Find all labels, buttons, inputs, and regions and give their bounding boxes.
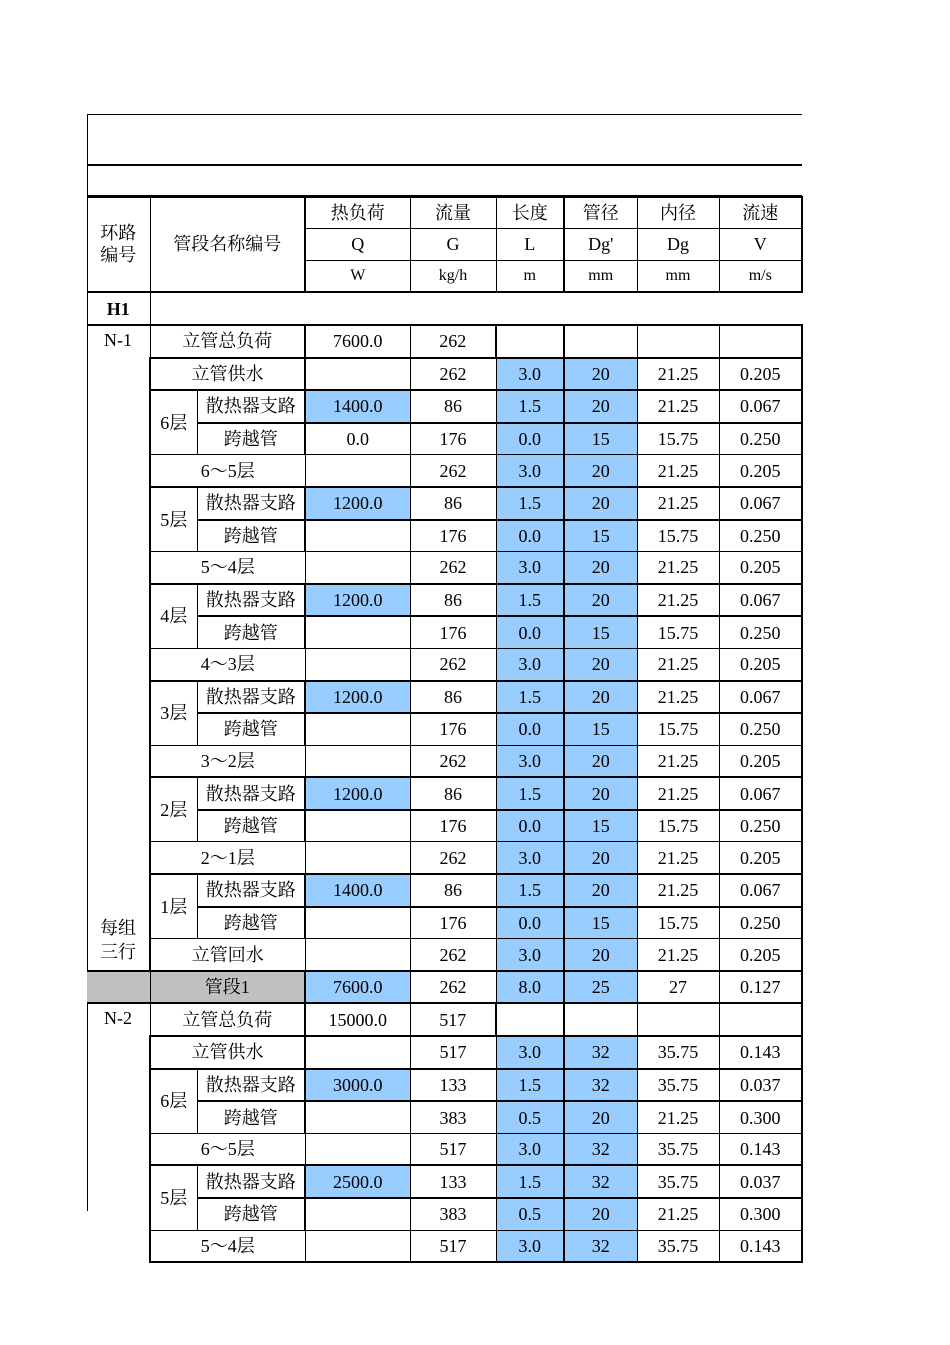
cell-velocity: 0.067 <box>719 874 802 907</box>
hydraulic-calc-table <box>87 114 802 1256</box>
table-title <box>87 114 802 165</box>
cell-velocity: 0.205 <box>719 552 802 584</box>
supply-row <box>87 1036 802 1069</box>
loop-id-cell <box>87 325 150 971</box>
cell-dg-nominal: 20 <box>564 487 637 520</box>
cell-l: 0.0 <box>496 810 564 842</box>
cell-g: 517 <box>410 1230 496 1262</box>
floor-label: 5层 <box>150 487 197 552</box>
floor-label: 4层 <box>150 584 197 649</box>
cell-dg-nominal: 20 <box>564 842 637 874</box>
cell-l: 3.0 <box>496 745 564 777</box>
cell-g: 86 <box>410 681 496 714</box>
cell-dg-inner: 21.25 <box>637 842 719 874</box>
cell-dg-inner <box>637 1003 719 1036</box>
cell-l: 3.0 <box>496 939 564 971</box>
cell-l: 1.5 <box>496 681 564 714</box>
cell-g: 262 <box>410 745 496 777</box>
cell-q <box>305 455 410 487</box>
cell-q <box>305 939 410 971</box>
cell-dg-inner: 21.25 <box>637 648 719 680</box>
header-col-symbol: L <box>496 229 564 261</box>
cell-l: 3.0 <box>496 455 564 487</box>
supply-row <box>87 358 802 391</box>
loop-total-row <box>87 325 802 358</box>
cell-l: 0.0 <box>496 713 564 745</box>
cell-velocity <box>719 325 802 358</box>
cell-dg-inner: 21.25 <box>637 390 719 423</box>
cell-dg-nominal: 20 <box>564 1101 637 1133</box>
section-label: H1 <box>87 292 150 325</box>
cell-dg-nominal <box>564 325 637 358</box>
header-col-unit: m/s <box>719 260 802 292</box>
cell-g: 86 <box>410 487 496 520</box>
cell-q <box>305 745 410 777</box>
cell-dg-inner: 21.25 <box>637 777 719 810</box>
cell-dg-inner: 15.75 <box>637 423 719 455</box>
title-row <box>87 114 802 165</box>
header-col-symbol: G <box>410 229 496 261</box>
segment-id-cell <box>87 971 150 1004</box>
section-row <box>87 292 802 325</box>
cell-g: 262 <box>410 939 496 971</box>
row-label: 5～4层 <box>150 552 305 584</box>
header-col-symbol: Dg' <box>564 229 637 261</box>
cell-g: 176 <box>410 520 496 552</box>
cell-l: 0.0 <box>496 520 564 552</box>
cell-dg-inner: 21.25 <box>637 745 719 777</box>
cell-dg-inner: 15.75 <box>637 810 719 842</box>
cell-dg-inner: 35.75 <box>637 1165 719 1198</box>
row-label: 立管总负荷 <box>150 1003 305 1036</box>
cell-velocity: 0.143 <box>719 1230 802 1262</box>
cell-velocity <box>719 1003 802 1036</box>
cell-dg-nominal: 20 <box>564 681 637 714</box>
floor-label: 1层 <box>150 874 197 939</box>
cell-velocity: 0.300 <box>719 1198 802 1230</box>
header-segment: 管段名称编号 <box>150 197 305 293</box>
row-label: 5～4层 <box>150 1230 305 1262</box>
floor-label: 5层 <box>150 1165 197 1230</box>
cell-g: 133 <box>410 1165 496 1198</box>
header-col-unit: W <box>305 260 410 292</box>
segment-label: 管段1 <box>150 971 305 1004</box>
cell-velocity: 0.205 <box>719 939 802 971</box>
cell-dg-inner: 21.25 <box>637 681 719 714</box>
cell-g: 176 <box>410 616 496 648</box>
row-label: 立管总负荷 <box>150 325 305 358</box>
cell-dg-nominal: 20 <box>564 939 637 971</box>
cell-g: 262 <box>410 552 496 584</box>
header-col-symbol: Dg <box>637 229 719 261</box>
header-col-name: 内径 <box>637 197 719 229</box>
cell-q <box>305 616 410 648</box>
row-label: 跨越管 <box>197 907 305 939</box>
row-label: 散热器支路 <box>197 777 305 810</box>
cell-g: 262 <box>410 971 496 1004</box>
cell-velocity: 0.250 <box>719 423 802 455</box>
cell-dg-nominal: 15 <box>564 520 637 552</box>
cell-l <box>496 1003 564 1036</box>
cell-velocity: 0.205 <box>719 842 802 874</box>
header-col-name: 热负荷 <box>305 197 410 229</box>
between-floor-row <box>87 745 802 777</box>
floor-branch-row <box>87 390 802 423</box>
cell-l: 1.5 <box>496 1069 564 1102</box>
cell-dg-nominal: 20 <box>564 552 637 584</box>
header-col-unit: mm <box>564 260 637 292</box>
header-col-name: 流量 <box>410 197 496 229</box>
cell-velocity: 0.250 <box>719 520 802 552</box>
cell-q <box>305 648 410 680</box>
cell-g: 383 <box>410 1198 496 1230</box>
cell-dg-nominal: 15 <box>564 907 637 939</box>
cell-dg-inner: 35.75 <box>637 1069 719 1102</box>
cell-l: 3.0 <box>496 1230 564 1262</box>
cell-l: 1.5 <box>496 1165 564 1198</box>
row-label: 3～2层 <box>150 745 305 777</box>
row-label: 跨越管 <box>197 1101 305 1133</box>
cell-q <box>305 842 410 874</box>
cell-dg-nominal: 32 <box>564 1230 637 1262</box>
cell-dg-nominal: 25 <box>564 971 637 1004</box>
cell-q: 1400.0 <box>305 874 410 907</box>
cell-q <box>305 1036 410 1069</box>
header-col-unit: kg/h <box>410 260 496 292</box>
header-col-name: 流速 <box>719 197 802 229</box>
row-label: 散热器支路 <box>197 681 305 714</box>
cell-velocity: 0.037 <box>719 1069 802 1102</box>
cell-q <box>305 907 410 939</box>
row-label: 散热器支路 <box>197 487 305 520</box>
cell-l: 1.5 <box>496 487 564 520</box>
return-row <box>87 939 802 971</box>
cell-q: 3000.0 <box>305 1069 410 1102</box>
loop-total-row <box>87 1003 802 1036</box>
row-label: 散热器支路 <box>197 584 305 617</box>
cell-l: 3.0 <box>496 842 564 874</box>
cell-l: 3.0 <box>496 552 564 584</box>
between-floor-row <box>87 455 802 487</box>
cell-velocity: 0.143 <box>719 1133 802 1165</box>
cell-velocity: 0.250 <box>719 810 802 842</box>
loop-id-cell <box>87 1003 150 1262</box>
row-label: 立管供水 <box>150 1036 305 1069</box>
table-subtitle <box>87 165 802 197</box>
cell-l: 0.0 <box>496 907 564 939</box>
cell-velocity: 0.067 <box>719 584 802 617</box>
header-loop: 环路 编号 <box>87 197 150 293</box>
cell-l: 1.5 <box>496 584 564 617</box>
row-label: 立管回水 <box>150 939 305 971</box>
cell-dg-nominal: 20 <box>564 1198 637 1230</box>
cell-q <box>305 1133 410 1165</box>
subtitle-row <box>87 165 802 197</box>
between-floor-row <box>87 648 802 680</box>
floor-branch-row <box>87 584 802 617</box>
cell-q <box>305 552 410 584</box>
cell-velocity: 0.067 <box>719 777 802 810</box>
between-floor-row <box>87 842 802 874</box>
cell-q: 15000.0 <box>305 1003 410 1036</box>
cell-dg-nominal: 32 <box>564 1165 637 1198</box>
cell-l: 1.5 <box>496 874 564 907</box>
cell-q <box>305 358 410 391</box>
cell-q <box>305 1198 410 1230</box>
cell-q <box>305 810 410 842</box>
cell-q: 7600.0 <box>305 971 410 1004</box>
row-label: 跨越管 <box>197 810 305 842</box>
cell-velocity: 0.067 <box>719 390 802 423</box>
cell-g: 176 <box>410 713 496 745</box>
floor-branch-row <box>87 874 802 907</box>
header-col-symbol: Q <box>305 229 410 261</box>
cell-l: 0.0 <box>496 616 564 648</box>
cell-dg-nominal: 20 <box>564 745 637 777</box>
header-col-name: 长度 <box>496 197 564 229</box>
header-col-unit: m <box>496 260 564 292</box>
between-floor-row <box>87 1133 802 1165</box>
cell-g: 517 <box>410 1036 496 1069</box>
cell-q <box>305 1101 410 1133</box>
between-floor-row <box>87 552 802 584</box>
cell-dg-inner: 35.75 <box>637 1036 719 1069</box>
floor-label: 6层 <box>150 390 197 455</box>
cell-l: 1.5 <box>496 390 564 423</box>
cell-dg-nominal: 15 <box>564 616 637 648</box>
cell-velocity: 0.250 <box>719 907 802 939</box>
cell-q: 7600.0 <box>305 325 410 358</box>
cell-g: 86 <box>410 584 496 617</box>
row-label: 跨越管 <box>197 616 305 648</box>
cell-dg-nominal: 20 <box>564 777 637 810</box>
row-label: 立管供水 <box>150 358 305 391</box>
cell-g: 176 <box>410 810 496 842</box>
loop-id: N-1 <box>104 329 132 350</box>
cell-dg-nominal: 20 <box>564 390 637 423</box>
cell-dg-inner: 21.25 <box>637 1198 719 1230</box>
row-label: 跨越管 <box>197 1198 305 1230</box>
cell-velocity: 0.205 <box>719 358 802 391</box>
cell-dg-inner: 21.25 <box>637 455 719 487</box>
header-col-symbol: V <box>719 229 802 261</box>
row-label: 散热器支路 <box>197 390 305 423</box>
cell-dg-inner: 21.25 <box>637 584 719 617</box>
cell-g: 517 <box>410 1133 496 1165</box>
floor-branch-row <box>87 681 802 714</box>
row-label: 跨越管 <box>197 520 305 552</box>
cell-velocity: 0.250 <box>719 713 802 745</box>
cell-q: 1200.0 <box>305 777 410 810</box>
header-col-name: 管径 <box>564 197 637 229</box>
cell-velocity: 0.037 <box>719 1165 802 1198</box>
loop-id: N-2 <box>104 1008 132 1029</box>
cell-l: 0.5 <box>496 1101 564 1133</box>
cell-velocity: 0.205 <box>719 648 802 680</box>
cell-dg-inner: 15.75 <box>637 713 719 745</box>
cell-velocity: 0.127 <box>719 971 802 1004</box>
row-label: 6～5层 <box>150 1133 305 1165</box>
cell-l: 1.5 <box>496 777 564 810</box>
cell-g: 262 <box>410 842 496 874</box>
cell-dg-nominal: 20 <box>564 455 637 487</box>
cell-g: 86 <box>410 777 496 810</box>
floor-label: 3层 <box>150 681 197 746</box>
cell-velocity: 0.250 <box>719 616 802 648</box>
cell-dg-nominal: 15 <box>564 713 637 745</box>
cell-g: 262 <box>410 325 496 358</box>
floor-label: 6层 <box>150 1069 197 1134</box>
cell-g: 133 <box>410 1069 496 1102</box>
between-floor-row <box>87 1230 802 1262</box>
cell-q: 1200.0 <box>305 681 410 714</box>
cell-dg-inner: 21.25 <box>637 939 719 971</box>
cell-dg-inner <box>637 325 719 358</box>
cell-q: 1200.0 <box>305 584 410 617</box>
cell-g: 262 <box>410 358 496 391</box>
floor-branch-row <box>87 777 802 810</box>
cell-dg-nominal: 32 <box>564 1036 637 1069</box>
segment-row <box>87 971 802 1004</box>
floor-branch-row <box>87 1165 802 1198</box>
cell-velocity: 0.205 <box>719 455 802 487</box>
cell-q <box>305 713 410 745</box>
cell-g: 176 <box>410 423 496 455</box>
row-label: 散热器支路 <box>197 1069 305 1102</box>
cell-l: 3.0 <box>496 358 564 391</box>
row-label: 散热器支路 <box>197 1165 305 1198</box>
cell-g: 383 <box>410 1101 496 1133</box>
cell-g: 262 <box>410 648 496 680</box>
cell-l: 3.0 <box>496 1036 564 1069</box>
cell-velocity: 0.300 <box>719 1101 802 1133</box>
section-fill <box>150 292 802 325</box>
row-label: 散热器支路 <box>197 874 305 907</box>
cell-dg-inner: 15.75 <box>637 520 719 552</box>
cell-velocity: 0.067 <box>719 681 802 714</box>
cell-dg-inner: 35.75 <box>637 1230 719 1262</box>
cell-dg-inner: 21.25 <box>637 552 719 584</box>
floor-branch-row <box>87 1069 802 1102</box>
row-label: 6～5层 <box>150 455 305 487</box>
floor-branch-row <box>87 487 802 520</box>
cell-q <box>305 520 410 552</box>
cell-dg-inner: 21.25 <box>637 1101 719 1133</box>
cell-g: 517 <box>410 1003 496 1036</box>
cell-velocity: 0.143 <box>719 1036 802 1069</box>
cell-q: 0.0 <box>305 423 410 455</box>
cell-q: 2500.0 <box>305 1165 410 1198</box>
cell-dg-inner: 15.75 <box>637 907 719 939</box>
cell-dg-inner: 27 <box>637 971 719 1004</box>
cell-dg-inner: 15.75 <box>637 616 719 648</box>
cell-g: 86 <box>410 390 496 423</box>
cell-q <box>305 1230 410 1262</box>
cell-velocity: 0.067 <box>719 487 802 520</box>
cell-g: 86 <box>410 874 496 907</box>
cell-dg-nominal: 15 <box>564 810 637 842</box>
cell-dg-nominal: 32 <box>564 1069 637 1102</box>
cell-dg-inner: 21.25 <box>637 874 719 907</box>
loop-note: 每组三行 <box>100 917 136 962</box>
row-label: 跨越管 <box>197 423 305 455</box>
cell-l: 0.5 <box>496 1198 564 1230</box>
row-label: 跨越管 <box>197 713 305 745</box>
cell-l: 8.0 <box>496 971 564 1004</box>
cell-velocity: 0.205 <box>719 745 802 777</box>
cell-dg-inner: 21.25 <box>637 487 719 520</box>
cell-dg-nominal: 20 <box>564 648 637 680</box>
cell-l: 0.0 <box>496 423 564 455</box>
row-label: 2～1层 <box>150 842 305 874</box>
cell-g: 176 <box>410 907 496 939</box>
cell-l <box>496 325 564 358</box>
cell-dg-nominal: 32 <box>564 1133 637 1165</box>
cell-dg-nominal: 20 <box>564 874 637 907</box>
cell-dg-nominal: 20 <box>564 358 637 391</box>
cell-dg-nominal: 20 <box>564 584 637 617</box>
header-col-unit: mm <box>637 260 719 292</box>
cell-dg-inner: 35.75 <box>637 1133 719 1165</box>
cell-l: 3.0 <box>496 1133 564 1165</box>
cell-q: 1200.0 <box>305 487 410 520</box>
cell-q: 1400.0 <box>305 390 410 423</box>
cell-l: 3.0 <box>496 648 564 680</box>
header-row-names <box>87 197 802 229</box>
floor-label: 2层 <box>150 777 197 842</box>
row-label: 4～3层 <box>150 648 305 680</box>
cell-dg-nominal <box>564 1003 637 1036</box>
cell-g: 262 <box>410 455 496 487</box>
cell-dg-inner: 21.25 <box>637 358 719 391</box>
cell-dg-nominal: 15 <box>564 423 637 455</box>
